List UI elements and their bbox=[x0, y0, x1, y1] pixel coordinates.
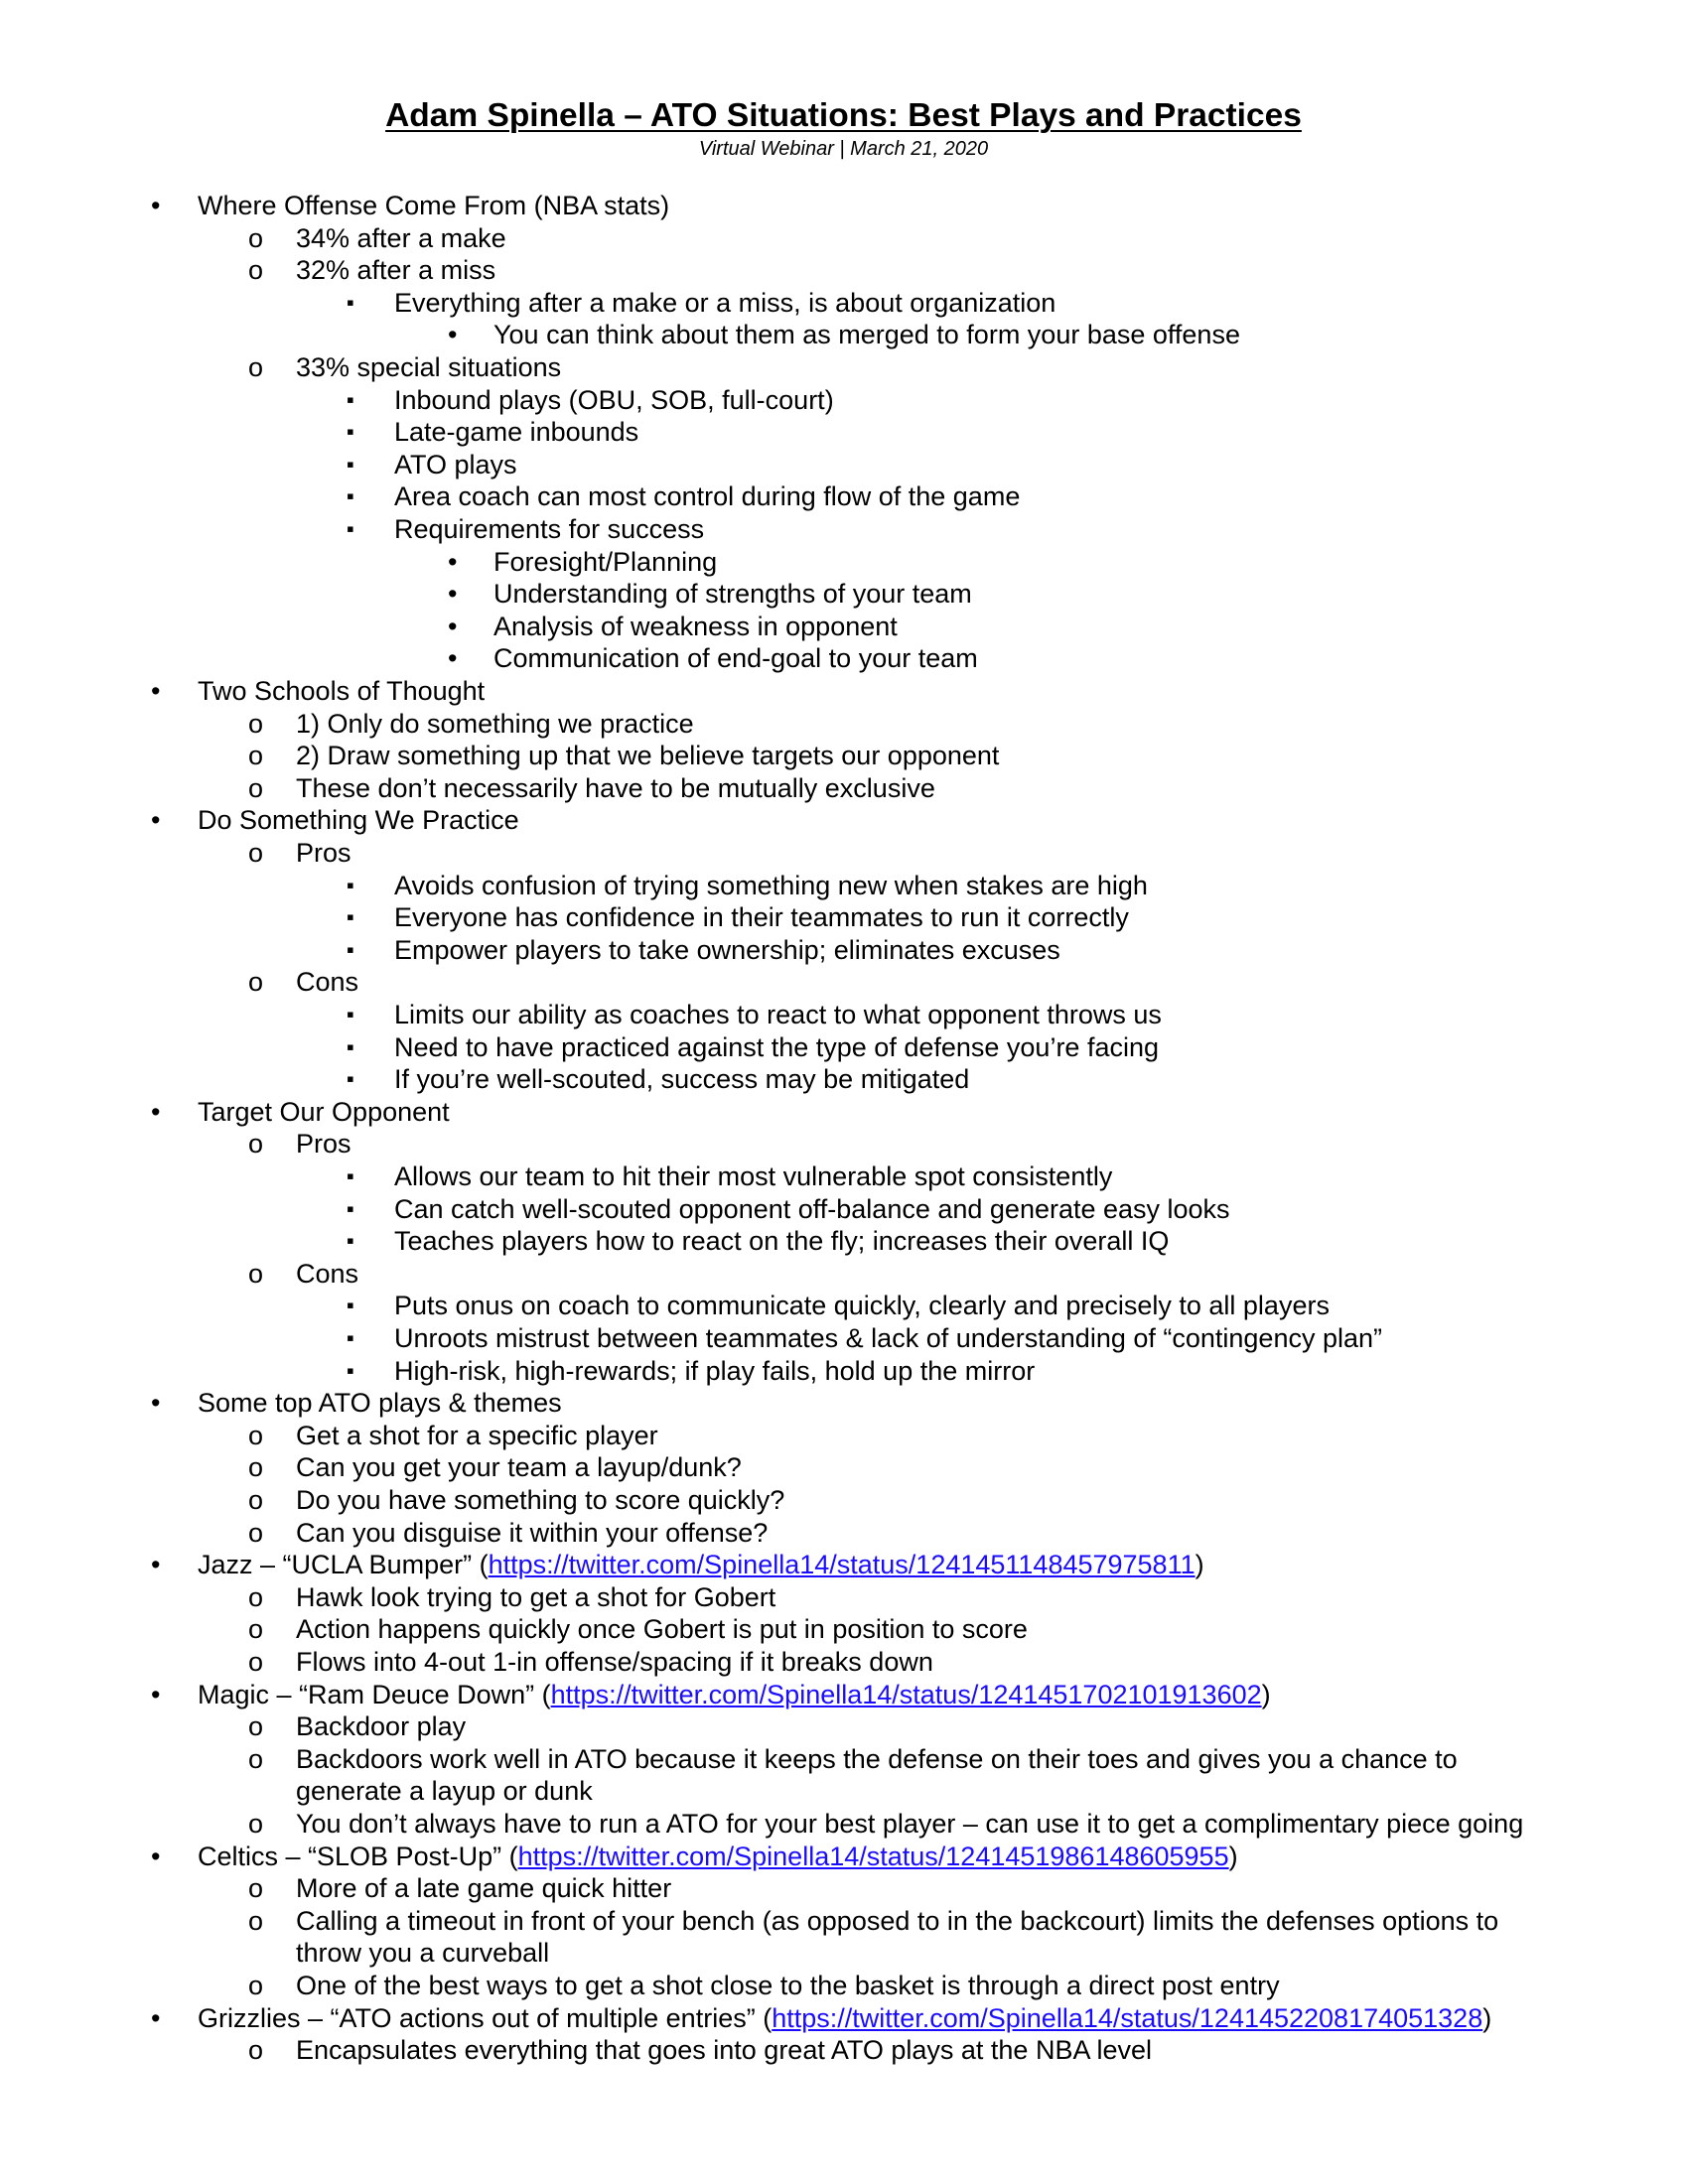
bullet-marker: o bbox=[248, 1971, 264, 2000]
item-text bbox=[296, 1581, 775, 1613]
bullet-marker: o bbox=[248, 1259, 264, 1289]
item-label: 1) Only do something we practice bbox=[296, 709, 694, 739]
item-text bbox=[296, 837, 351, 869]
item-label: Can catch well-scouted opponent off-balance and generate easy looks bbox=[394, 1194, 1230, 1224]
item-label: Puts onus on coach to communicate quickly, clearly and precisely to all players bbox=[394, 1291, 1330, 1320]
document-subtitle: Virtual Webinar | March 21, 2020 bbox=[698, 138, 989, 160]
item-text bbox=[394, 416, 638, 448]
item-label: generate a layup or dunk bbox=[296, 1776, 593, 1806]
item-text bbox=[198, 804, 519, 836]
bullet-marker: o bbox=[248, 2035, 264, 2065]
item-text bbox=[296, 1484, 784, 1516]
item-label: Inbound plays (OBU, SOB, full-court) bbox=[394, 385, 834, 415]
item-text bbox=[296, 1743, 1458, 1775]
item-label: Allows our team to hit their most vulnerable spot consistently bbox=[394, 1161, 1113, 1191]
item-label: Pros bbox=[296, 1129, 351, 1159]
item-label: Foresight/Planning bbox=[493, 547, 718, 577]
item-text bbox=[198, 1387, 562, 1419]
bullet-marker: o bbox=[248, 255, 264, 285]
item-text bbox=[296, 1646, 933, 1678]
item-text bbox=[493, 611, 898, 642]
bullet-marker: o bbox=[248, 1809, 264, 1839]
item-label: One of the best ways to get a shot close to the basket is through a direct post entry bbox=[296, 1971, 1280, 2000]
bullet-marker: • bbox=[151, 2003, 161, 2033]
bullet-marker: o bbox=[248, 773, 264, 803]
bullet-marker: ▪ bbox=[347, 516, 354, 541]
item-label: Where Offense Come From (NBA stats) bbox=[198, 191, 670, 220]
item-label: Backdoors work well in ATO because it keeps the defense on their toes and gives you a chance to bbox=[296, 1744, 1458, 1774]
item-label: Magic – “Ram Deuce Down” ( bbox=[198, 1680, 551, 1709]
item-label: Can you disguise it within your offense? bbox=[296, 1518, 769, 1548]
item-label: Action happens quickly once Gobert is put in position to score bbox=[296, 1614, 1028, 1644]
bullet-marker: • bbox=[448, 612, 458, 641]
item-text bbox=[296, 1420, 658, 1451]
item-label: Hawk look trying to get a shot for Gobert bbox=[296, 1582, 776, 1612]
item-text bbox=[198, 1096, 450, 1128]
bullet-marker: ▪ bbox=[347, 1293, 354, 1317]
bullet-marker: • bbox=[448, 320, 458, 349]
bullet-marker: o bbox=[248, 1129, 264, 1159]
bullet-marker: o bbox=[248, 838, 264, 868]
bullet-marker: • bbox=[151, 1842, 161, 1871]
bullet-marker: ▪ bbox=[347, 1358, 354, 1383]
bullet-marker: o bbox=[248, 223, 264, 253]
item-label: Encapsulates everything that goes into great ATO plays at the NBA level bbox=[296, 2035, 1153, 2065]
item-label: Communication of end-goal to your team bbox=[493, 643, 978, 673]
bullet-marker: o bbox=[248, 1873, 264, 1903]
item-label: If you’re well-scouted, success may be mitigated bbox=[394, 1064, 970, 1094]
bullet-marker: o bbox=[248, 1582, 264, 1612]
item-label: Some top ATO plays & themes bbox=[198, 1388, 562, 1418]
item-text bbox=[296, 740, 999, 771]
item-text bbox=[198, 1841, 1238, 1872]
bullet-marker: o bbox=[248, 1744, 264, 1774]
item-text bbox=[198, 1549, 1204, 1580]
item-label-suffix: ) bbox=[1482, 2003, 1492, 2033]
item-text bbox=[296, 1937, 549, 1969]
bullet-marker: o bbox=[248, 1485, 264, 1515]
item-text bbox=[493, 578, 972, 610]
item-text bbox=[394, 934, 1060, 966]
bullet-marker: • bbox=[151, 1097, 161, 1127]
item-label: These don’t necessarily have to be mutually exclusive bbox=[296, 773, 935, 803]
item-text bbox=[198, 190, 669, 221]
bullet-marker: o bbox=[248, 741, 264, 770]
bullet-marker: ▪ bbox=[347, 387, 354, 412]
item-text bbox=[296, 1517, 768, 1549]
item-text bbox=[296, 1970, 1280, 2001]
item-label: 32% after a miss bbox=[296, 255, 496, 285]
item-label: Can you get your team a layup/dunk? bbox=[296, 1452, 742, 1482]
bullet-marker: o bbox=[248, 1906, 264, 1936]
item-label: Avoids confusion of trying something new when stakes are high bbox=[394, 871, 1148, 900]
video-link[interactable]: https://twitter.com/Spinella14/status/1241451148457975811 bbox=[488, 1550, 1195, 1579]
item-label: Analysis of weakness in opponent bbox=[493, 612, 898, 641]
item-text bbox=[394, 449, 517, 480]
item-text bbox=[296, 222, 506, 254]
bullet-marker: o bbox=[248, 1647, 264, 1677]
item-label: Do Something We Practice bbox=[198, 805, 519, 835]
item-text bbox=[296, 708, 694, 740]
item-label: You can think about them as merged to form your base offense bbox=[493, 320, 1240, 349]
video-link[interactable]: https://twitter.com/Spinella14/status/1241452208174051328 bbox=[772, 2003, 1483, 2033]
item-text bbox=[394, 1355, 1035, 1387]
item-label: You don’t always have to run a ATO for your best player – can use it to get a complimentary piece going bbox=[296, 1809, 1524, 1839]
item-label: 2) Draw something up that we believe targets our opponent bbox=[296, 741, 1000, 770]
item-label-suffix: ) bbox=[1195, 1550, 1204, 1579]
bullet-marker: • bbox=[448, 579, 458, 609]
item-text bbox=[296, 1808, 1523, 1840]
item-text bbox=[296, 2034, 1152, 2066]
bullet-marker: • bbox=[448, 547, 458, 577]
item-label: Understanding of strengths of your team bbox=[493, 579, 972, 609]
item-label: Empower players to take ownership; eliminates excuses bbox=[394, 935, 1060, 965]
item-label: Cons bbox=[296, 1259, 359, 1289]
bullet-marker: • bbox=[151, 191, 161, 220]
bullet-marker: • bbox=[151, 1680, 161, 1709]
item-text bbox=[296, 1128, 351, 1160]
item-label: Unroots mistrust between teammates & lack of understanding of “contingency plan” bbox=[394, 1323, 1383, 1353]
item-text bbox=[394, 384, 834, 416]
item-text bbox=[198, 675, 485, 707]
item-text bbox=[296, 1872, 671, 1904]
item-text bbox=[394, 999, 1162, 1030]
item-label: Late-game inbounds bbox=[394, 417, 639, 447]
bullet-marker: ▪ bbox=[347, 1066, 354, 1091]
item-text bbox=[296, 966, 358, 998]
bullet-marker: o bbox=[248, 352, 264, 382]
item-text bbox=[394, 1225, 1169, 1257]
item-text bbox=[296, 1258, 358, 1290]
item-text bbox=[296, 1451, 742, 1483]
item-label: More of a late game quick hitter bbox=[296, 1873, 672, 1903]
item-label: Requirements for success bbox=[394, 514, 705, 544]
item-text bbox=[198, 2002, 1491, 2034]
bullet-marker: ▪ bbox=[347, 1196, 354, 1221]
item-text bbox=[296, 351, 561, 383]
item-label: Everything after a make or a miss, is about organization bbox=[394, 288, 1056, 318]
item-text bbox=[394, 287, 1055, 319]
bullet-marker: • bbox=[448, 643, 458, 673]
bullet-marker: o bbox=[248, 967, 264, 997]
bullet-marker: ▪ bbox=[347, 937, 354, 962]
item-text bbox=[198, 1679, 1271, 1710]
item-label: Area coach can most control during flow of the game bbox=[394, 481, 1021, 511]
bullet-marker: ▪ bbox=[347, 290, 354, 315]
item-text bbox=[296, 254, 495, 286]
bullet-marker: ▪ bbox=[347, 1325, 354, 1350]
bullet-marker: ▪ bbox=[347, 904, 354, 929]
item-label: Calling a timeout in front of your bench (as opposed to in the backcourt) limits the defenses options to bbox=[296, 1906, 1499, 1936]
item-label: throw you a curveball bbox=[296, 1938, 550, 1968]
item-text bbox=[296, 1905, 1498, 1937]
item-label: Celtics – “SLOB Post-Up” ( bbox=[198, 1842, 518, 1871]
bullet-marker: ▪ bbox=[347, 1034, 354, 1059]
item-text bbox=[493, 642, 978, 674]
bullet-marker: • bbox=[151, 1388, 161, 1418]
bullet-marker: ▪ bbox=[347, 873, 354, 897]
item-label: Everyone has confidence in their teammates to run it correctly bbox=[394, 902, 1129, 932]
item-text bbox=[296, 1775, 593, 1807]
bullet-marker: o bbox=[248, 1421, 264, 1450]
bullet-marker: ▪ bbox=[347, 452, 354, 477]
bullet-marker: ▪ bbox=[347, 419, 354, 444]
item-text bbox=[394, 1160, 1112, 1192]
item-label: Flows into 4-out 1-in offense/spacing if it breaks down bbox=[296, 1647, 933, 1677]
item-text bbox=[394, 870, 1148, 901]
item-label: High-risk, high-rewards; if play fails, hold up the mirror bbox=[394, 1356, 1036, 1386]
bullet-marker: o bbox=[248, 709, 264, 739]
item-label-suffix: ) bbox=[1228, 1842, 1238, 1871]
item-text bbox=[394, 513, 704, 545]
item-text bbox=[394, 1063, 969, 1095]
item-label: Get a shot for a specific player bbox=[296, 1421, 658, 1450]
item-label: Need to have practiced against the type of defense you’re facing bbox=[394, 1032, 1160, 1062]
item-label: Jazz – “UCLA Bumper” ( bbox=[198, 1550, 489, 1579]
bullet-marker: o bbox=[248, 1711, 264, 1741]
item-label: Teaches players how to react on the fly; increases their overall IQ bbox=[394, 1226, 1170, 1256]
item-label: 33% special situations bbox=[296, 352, 562, 382]
video-link[interactable]: https://twitter.com/Spinella14/status/1241451702101913602 bbox=[550, 1680, 1262, 1709]
item-label-suffix: ) bbox=[1261, 1680, 1271, 1709]
bullet-marker: o bbox=[248, 1452, 264, 1482]
item-label: Limits our ability as coaches to react to what opponent throws us bbox=[394, 1000, 1162, 1029]
item-label: Backdoor play bbox=[296, 1711, 467, 1741]
item-text bbox=[296, 1613, 1028, 1645]
item-text bbox=[296, 772, 935, 804]
bullet-marker: ▪ bbox=[347, 1163, 354, 1188]
item-text bbox=[493, 319, 1240, 350]
item-text bbox=[394, 1031, 1159, 1063]
bullet-marker: o bbox=[248, 1614, 264, 1644]
item-text bbox=[493, 546, 717, 578]
item-label: Cons bbox=[296, 967, 359, 997]
item-text bbox=[394, 901, 1129, 933]
item-label: Grizzlies – “ATO actions out of multiple entries” ( bbox=[198, 2003, 773, 2033]
bullet-marker: ▪ bbox=[347, 1228, 354, 1253]
bullet-marker: • bbox=[151, 1550, 161, 1579]
item-text bbox=[296, 1710, 466, 1742]
bullet-marker: • bbox=[151, 676, 161, 706]
item-label: Target Our Opponent bbox=[198, 1097, 450, 1127]
item-label: 34% after a make bbox=[296, 223, 506, 253]
item-label: ATO plays bbox=[394, 450, 517, 479]
video-link[interactable]: https://twitter.com/Spinella14/status/1241451986148605955 bbox=[517, 1842, 1229, 1871]
item-label: Do you have something to score quickly? bbox=[296, 1485, 785, 1515]
item-text bbox=[394, 480, 1020, 512]
document-title: Adam Spinella – ATO Situations: Best Plays and Practices bbox=[385, 97, 1302, 134]
bullet-marker: • bbox=[151, 805, 161, 835]
bullet-marker: o bbox=[248, 1518, 264, 1548]
item-label: Pros bbox=[296, 838, 351, 868]
item-text bbox=[394, 1322, 1382, 1354]
item-text bbox=[394, 1290, 1330, 1321]
bullet-marker: ▪ bbox=[347, 1002, 354, 1026]
item-text bbox=[394, 1193, 1230, 1225]
item-label: Two Schools of Thought bbox=[198, 676, 486, 706]
bullet-marker: ▪ bbox=[347, 483, 354, 508]
